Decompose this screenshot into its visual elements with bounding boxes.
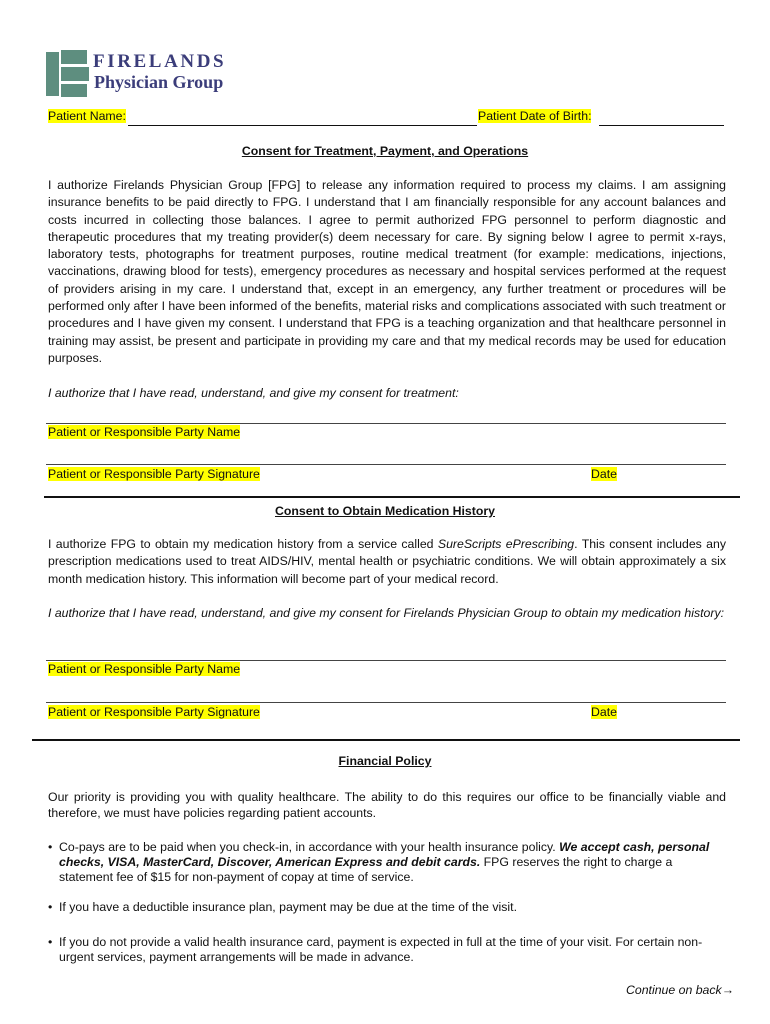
- medication-date-label: Date: [591, 705, 617, 719]
- firelands-logo-icon: [46, 50, 90, 98]
- section-title-medication-history: Consent to Obtain Medication History: [275, 504, 495, 518]
- patient-name-field[interactable]: [128, 110, 477, 126]
- financial-bullet-deductible: • If you have a deductible insurance plan, payment may be due at the time of the visit.: [48, 900, 517, 914]
- bullet-dot: •: [48, 900, 53, 914]
- section-divider: [44, 496, 740, 498]
- section-title-consent-treatment: Consent for Treatment, Payment, and Operations: [241, 144, 529, 158]
- continue-on-back: Continue on back→: [625, 983, 734, 997]
- medication-history-statement: I authorize that I have read, understand, and give my consent for Firelands Physician Group to obtain my medication history:: [48, 606, 725, 620]
- patient-name-label: Patient Name:: [48, 109, 126, 123]
- consent-treatment-statement: I authorize that I have read, understand, and give my consent for treatment:: [48, 386, 459, 400]
- financial-bullet-copays: • Co-pays are to be paid when you check-in, in accordance with your health insurance policy. We accept cash, personal checks, VISA, MasterCard, Discover, American Express and debit cards. FPG reserves the right to charge a statement fee of $15 for non-payment of copay at time of service.: [48, 840, 710, 884]
- medication-name-line[interactable]: [46, 660, 726, 661]
- patient-dob-field[interactable]: [599, 110, 724, 126]
- bullet-dot: •: [48, 840, 53, 854]
- medication-signature-line[interactable]: [46, 702, 726, 703]
- logo-wordmark-physician-group: Physician Group: [94, 72, 224, 92]
- treatment-signature-line[interactable]: [46, 464, 726, 465]
- treatment-name-line[interactable]: [46, 423, 726, 424]
- patient-dob-label: Patient Date of Birth:: [478, 109, 592, 123]
- medication-name-label: Patient or Responsible Party Name: [48, 662, 241, 676]
- medication-history-body: I authorize FPG to obtain my medication history from a service called SureScripts ePrescribing. This consent includes any prescription medications used to treat AIDS/HIV, mental health or psychiatric conditions. We will obtain approximately a six month medication history. This information will become part of your medical record.: [48, 537, 726, 586]
- section-divider: [32, 739, 740, 741]
- financial-policy-intro: Our priority is providing you with quality healthcare. The ability to do this requires our office to be financially viable and therefore, we must have policies regarding patient accounts.: [48, 790, 726, 820]
- bullet-dot: •: [48, 935, 53, 949]
- treatment-name-label: Patient or Responsible Party Name: [48, 425, 241, 439]
- treatment-date-label: Date: [591, 467, 617, 481]
- section-title-financial-policy: Financial Policy: [338, 754, 432, 768]
- medication-signature-label: Patient or Responsible Party Signature: [48, 705, 260, 719]
- financial-bullet-insurance-card: • If you do not provide a valid health insurance card, payment is expected in full at the time of your visit. For certain non-urgent services, payment arrangements will be made in advance.: [48, 935, 703, 964]
- logo-wordmark-firelands: FIRELANDS: [93, 51, 227, 72]
- arrow-right-icon: →: [721, 983, 734, 997]
- treatment-signature-label: Patient or Responsible Party Signature: [48, 467, 260, 481]
- consent-treatment-body: I authorize Firelands Physician Group [FPG] to release any information required to process my claims. I am assigning insurance benefits to be paid directly to FPG. I understand that I am financially responsible for any account balances and costs incurred in collecting those balances. I agree to permit authorized FPG personnel to perform diagnostic and therapeutic procedures that my treating provider(s) deem necessary for care. By signing below I agree to permit x-rays, laboratory tests, photographs for treatment purposes, routine medical treatment (for example: medications, injections, vaccinations, drawing blood for tests), emergency procedures as necessary and hospital services performed at the request of providers arising in my care. I understand that, except in an emergency, any further treatment or procedures will be performed only after I have been informed of the benefits, material risks and complications associated with such treatment or procedures and I have given my consent. I understand that FPG is a teaching organization and that healthcare personnel in training may assist, be present and participate in providing my care and that my medical records may be used for education purposes.: [48, 178, 726, 365]
